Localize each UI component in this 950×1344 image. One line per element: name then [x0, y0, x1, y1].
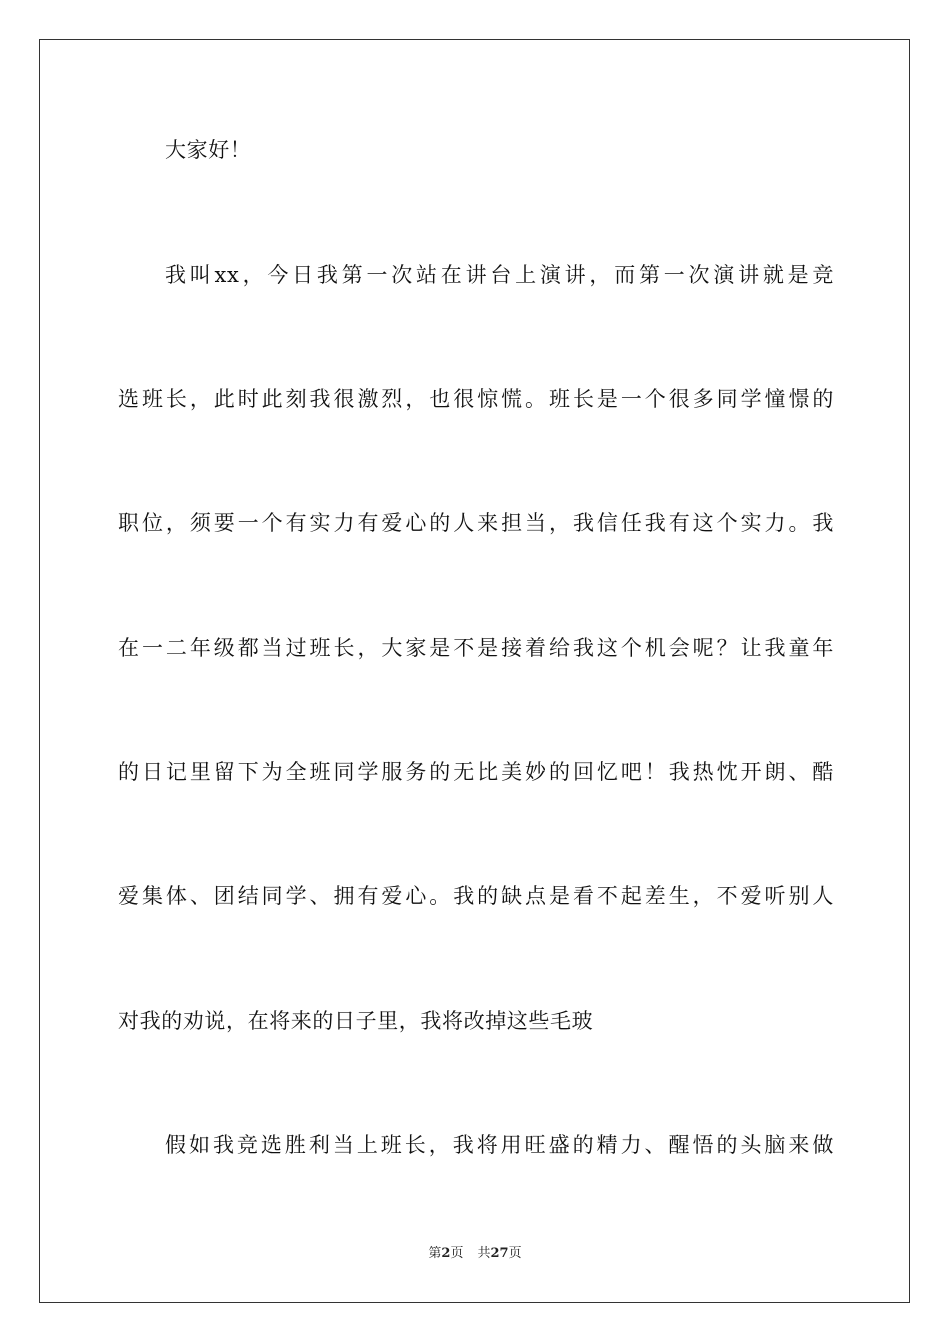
page-suffix: 页 — [450, 1246, 464, 1261]
total-prefix: 共 — [477, 1246, 491, 1261]
paragraph-1-line-5: 的日记里留下为全班同学服务的无比美妙的回忆吧！我热忱开朗、酷 — [118, 760, 834, 784]
greeting: 大家好！ — [165, 138, 252, 162]
paragraph-1-line-6: 爱集体、团结同学、拥有爱心。我的缺点是看不起差生，不爱听别人 — [118, 884, 834, 908]
paragraph-1-line-7: 对我的劝说，在将来的日子里，我将改掉这些毛玻 — [118, 1009, 594, 1033]
page-prefix: 第 — [428, 1246, 442, 1261]
paragraph-1-line-3: 职位，须要一个有实力有爱心的人来担当，我信任我有这个实力。我 — [118, 511, 834, 535]
paragraph-2-line-1: 假如我竞选胜利当上班长，我将用旺盛的精力、醒悟的头脑来做 — [165, 1133, 834, 1157]
total-pages: 27 — [490, 1246, 509, 1261]
page-border — [39, 39, 910, 1303]
page-number: 2 — [441, 1246, 451, 1261]
paragraph-1-line-4: 在一二年级都当过班长，大家是不是接着给我这个机会呢？让我童年 — [118, 636, 834, 660]
paragraph-1-line-1: 我叫xx，今日我第一次站在讲台上演讲，而第一次演讲就是竞 — [165, 263, 834, 287]
paragraph-1-line-2: 选班长，此时此刻我很激烈，也很惊慌。班长是一个很多同学憧憬的 — [118, 387, 834, 411]
page-footer — [0, 1244, 950, 1264]
total-suffix: 页 — [508, 1246, 522, 1261]
